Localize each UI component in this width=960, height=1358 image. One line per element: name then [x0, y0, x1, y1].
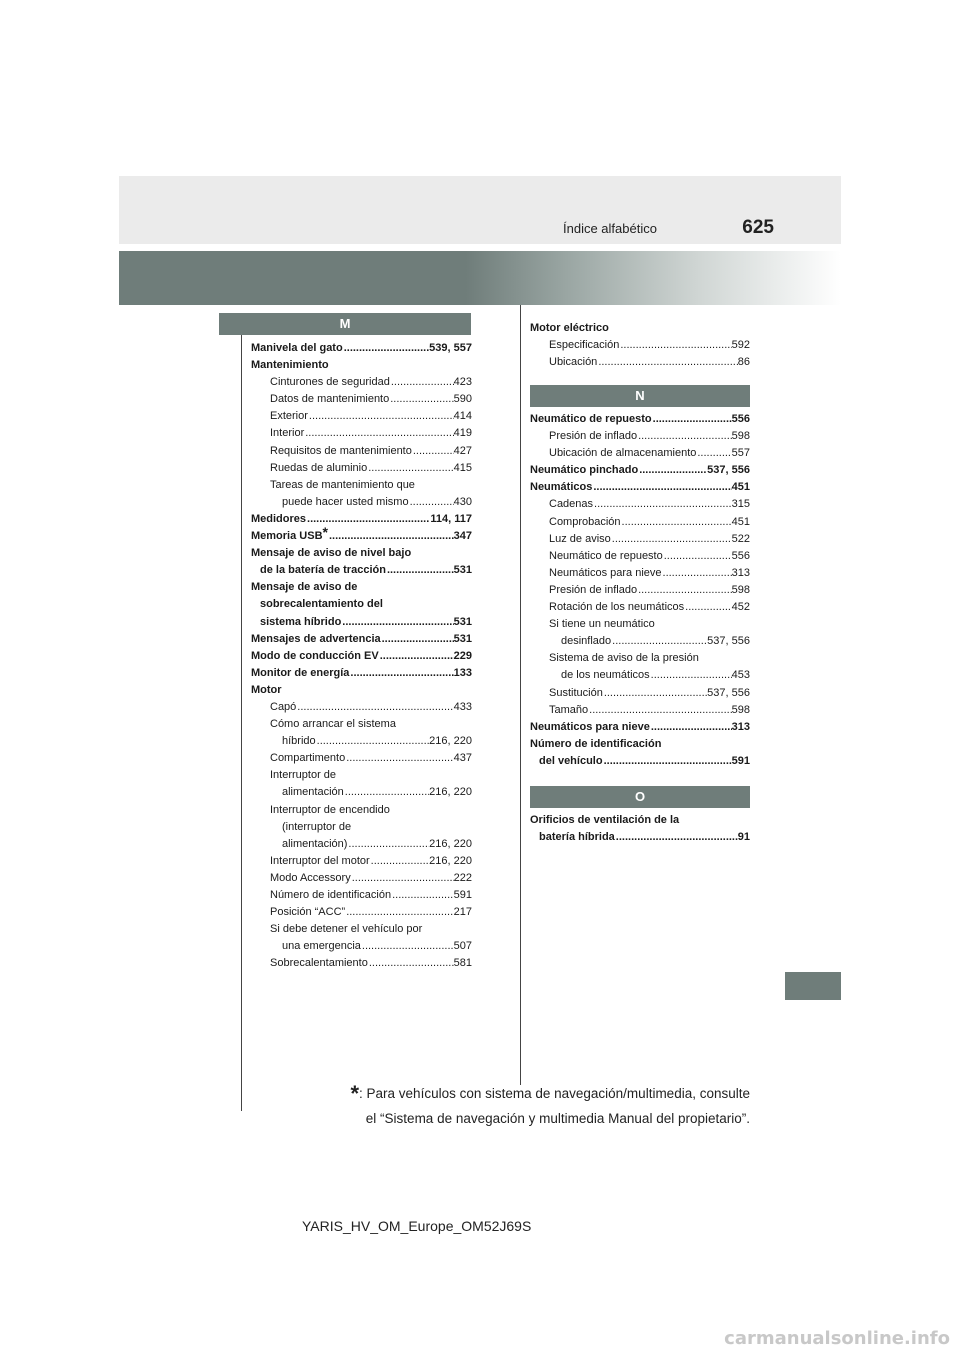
chapter-side-tab: [785, 972, 841, 1000]
index-entry[interactable]: del vehículo ..... 591: [530, 753, 750, 770]
column-divider: [520, 305, 521, 1085]
index-column-right-m: [530, 320, 750, 371]
document-code: YARIS_HV_OM_Europe_OM52J69S: [302, 1218, 532, 1234]
index-entry: Número de identificación: [530, 737, 662, 750]
section-title: Índice alfabético: [563, 221, 657, 236]
left-margin-rule: [241, 333, 242, 1111]
index-subentry[interactable]: Especificación ..... 592: [530, 337, 750, 354]
index-subentry[interactable]: Exterior ..... 414: [251, 408, 472, 425]
index-subentry[interactable]: Presión de inflado ..... 598: [530, 428, 750, 445]
index-entry[interactable]: batería híbrida ..... 91: [530, 829, 750, 846]
index-subentry[interactable]: Comprobación ..... 451: [530, 514, 750, 531]
index-subentry[interactable]: Tamaño ..... 598: [530, 702, 750, 719]
index-entry: Mensaje de aviso de: [251, 581, 358, 594]
index-subentry[interactable]: Ubicación de almacenamiento ..... 557: [530, 445, 750, 462]
index-entry[interactable]: Monitor de energía ..... 133: [251, 665, 472, 682]
index-entry[interactable]: Neumáticos ..... 451: [530, 479, 750, 496]
header-gradient-band: [119, 251, 841, 305]
index-column-right-o: [530, 812, 750, 846]
index-subentry[interactable]: Ubicación ..... 86: [530, 354, 750, 371]
index-entry: Motor eléctrico: [530, 322, 609, 334]
index-subentry[interactable]: Datos de mantenimiento ..... 590: [251, 391, 472, 408]
index-subentry: Cómo arrancar el sistema: [270, 718, 396, 731]
index-subentry: Si debe detener el vehículo por: [270, 923, 423, 936]
index-entry[interactable]: Modo de conducción EV ..... 229: [251, 648, 472, 665]
index-entry[interactable]: Medidores ..... 114, 117: [251, 511, 472, 528]
index-entry[interactable]: de la batería de tracción ..... 531: [251, 562, 472, 579]
index-subentry[interactable]: Sobrecalentamiento ..... 581: [251, 955, 472, 972]
footnote-star: *: [350, 1081, 360, 1106]
index-subentry[interactable]: Rotación de los neumáticos ..... 452: [530, 599, 750, 616]
index-entry[interactable]: Memoria USB* ..... 347: [251, 528, 472, 545]
index-subentry[interactable]: Compartimento ..... 437: [251, 750, 472, 767]
index-entry: Mantenimiento: [251, 359, 329, 372]
header-band: [119, 176, 841, 244]
index-subentry: Tareas de mantenimiento que: [270, 478, 415, 491]
index-subentry[interactable]: Interruptor del motor ..... 216, 220: [251, 853, 472, 870]
footnote: [330, 1081, 750, 1131]
index-subentry[interactable]: Cadenas ..... 315: [530, 496, 750, 513]
index-subentry: Interruptor de encendido: [270, 803, 390, 816]
index-subentry[interactable]: Interior ..... 419: [251, 425, 472, 442]
index-column-left: [251, 340, 472, 972]
index-entry[interactable]: Manivela del gato ..... 539, 557: [251, 340, 472, 357]
index-subentry[interactable]: Cinturones de seguridad ..... 423: [251, 374, 472, 391]
section-header-o: O: [530, 786, 750, 808]
index-subentry[interactable]: híbrido ..... 216, 220: [251, 733, 472, 750]
index-subentry[interactable]: Número de identificación ..... 591: [251, 887, 472, 904]
index-subentry[interactable]: una emergencia ..... 507: [251, 938, 472, 955]
index-subentry[interactable]: Modo Accessory ..... 222: [251, 870, 472, 887]
index-subentry[interactable]: puede hacer usted mismo ..... 430: [251, 494, 472, 511]
watermark: carmanualsonline.info: [724, 1328, 950, 1349]
index-subentry[interactable]: de los neumáticos ..... 453: [530, 667, 750, 684]
index-subentry[interactable]: Sustitución ..... 537, 556: [530, 685, 750, 702]
index-subentry[interactable]: desinflado ..... 537, 556: [530, 633, 750, 650]
footnote-marker: *: [322, 524, 328, 541]
index-column-right-n: [530, 411, 750, 770]
index-entry[interactable]: Neumáticos para nieve ..... 313: [530, 719, 750, 736]
index-subentry: Sistema de aviso de la presión: [549, 652, 699, 665]
index-entry: Orificios de ventilación de la: [530, 814, 680, 826]
page-number: 625: [742, 217, 774, 238]
section-header-n: N: [530, 385, 750, 407]
index-entry[interactable]: Mensajes de advertencia ..... 531: [251, 631, 472, 648]
index-subentry[interactable]: Luz de aviso ..... 522: [530, 531, 750, 548]
index-subentry[interactable]: Ruedas de aluminio ..... 415: [251, 460, 472, 477]
index-subentry[interactable]: alimentación) ..... 216, 220: [251, 836, 472, 853]
index-subentry[interactable]: alimentación ..... 216, 220: [251, 784, 472, 801]
footnote-line-1: *: Para vehículos con sistema de navegación/multimedia, consulte: [350, 1081, 750, 1106]
index-subentry[interactable]: Presión de inflado ..... 598: [530, 582, 750, 599]
index-entry[interactable]: Neumático pinchado ..... 537, 556: [530, 462, 750, 479]
index-entry[interactable]: sistema híbrido ..... 531: [251, 614, 472, 631]
index-subentry: Interruptor de: [270, 769, 337, 782]
index-subentry[interactable]: Neumáticos para nieve ..... 313: [530, 565, 750, 582]
index-entry: sobrecalentamiento del: [260, 598, 383, 611]
index-subentry: Si tiene un neumático: [549, 618, 655, 631]
index-subentry[interactable]: Posición “ACC” ..... 217: [251, 904, 472, 921]
footnote-line-2: el “Sistema de navegación y multimedia Manual del propietario”.: [365, 1111, 750, 1126]
index-entry: Mensaje de aviso de nivel bajo: [251, 547, 412, 560]
section-header-m: M: [219, 313, 471, 335]
index-subentry[interactable]: Requisitos de mantenimiento ..... 427: [251, 443, 472, 460]
index-entry[interactable]: Neumático de repuesto ..... 556: [530, 411, 750, 428]
index-subentry[interactable]: Capó ..... 433: [251, 699, 472, 716]
index-subentry: (interruptor de: [282, 820, 352, 833]
index-entry: Motor: [251, 683, 282, 696]
index-subentry[interactable]: Neumático de repuesto ..... 556: [530, 548, 750, 565]
